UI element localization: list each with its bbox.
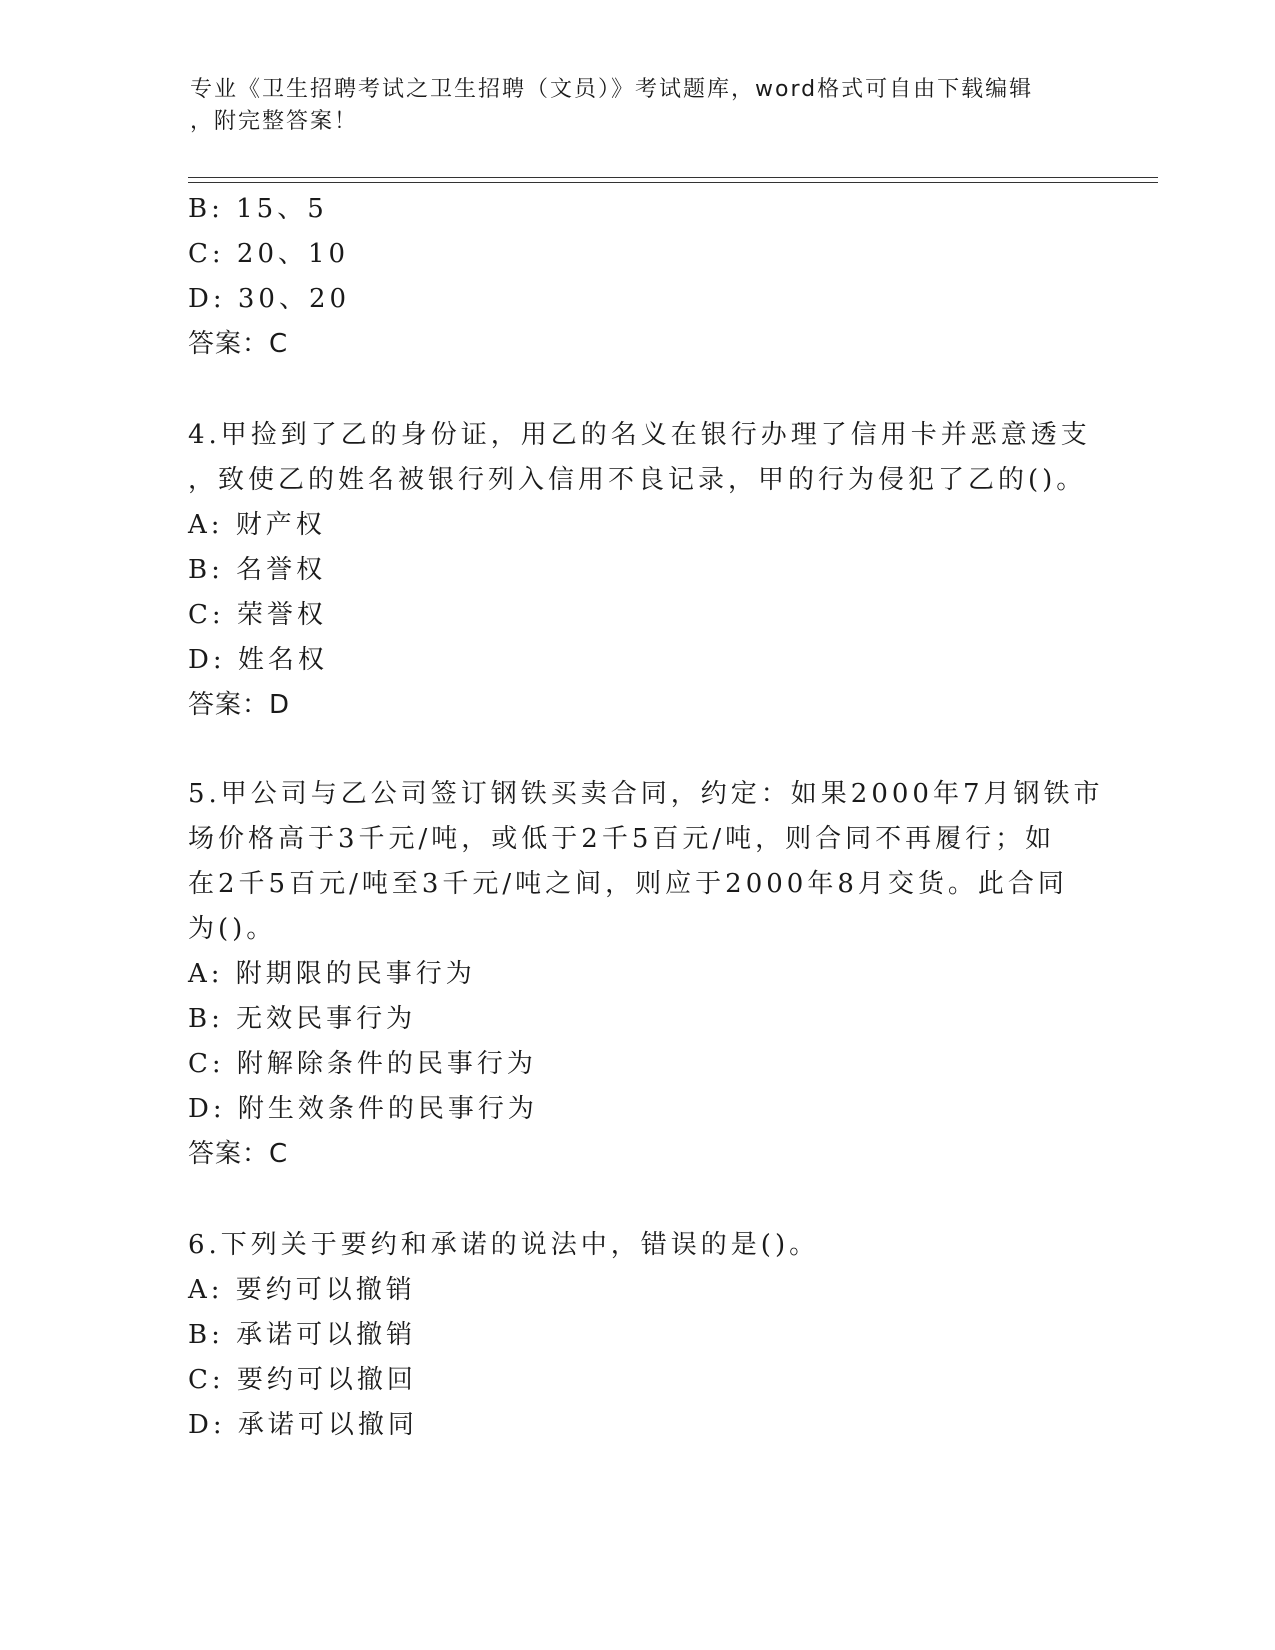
q5-option-b: B: 无效民事行为 xyxy=(188,1004,417,1034)
q4-stem-line-1: 4.甲捡到了乙的身份证，用乙的名义在银行办理了信用卡并恶意透支 xyxy=(188,420,1091,450)
q5-stem-line-1: 5.甲公司与乙公司签订钢铁买卖合同，约定：如果2000年7月钢铁市 xyxy=(188,779,1104,809)
header-line-2: ，附完整答案！ xyxy=(190,109,359,134)
q5-stem-line-2: 场价格高于3千元/吨，或低于2千5百元/吨，则合同不再履行；如 xyxy=(188,824,1056,854)
q5-option-d: D: 附生效条件的民事行为 xyxy=(188,1094,538,1124)
q3-option-d: D: 30、20 xyxy=(188,284,351,314)
q3-option-b: B: 15、5 xyxy=(188,194,328,224)
q3-answer: 答案：C xyxy=(188,329,289,359)
q6-option-a: A: 要约可以撤销 xyxy=(188,1275,416,1305)
q4-option-b: B: 名誉权 xyxy=(188,555,327,585)
q6-option-b: B: 承诺可以撤销 xyxy=(188,1320,417,1350)
q4-option-d: D: 姓名权 xyxy=(188,645,328,675)
header-line-1: 专业《卫生招聘考试之卫生招聘（文员）》考试题库，word格式可自由下载编辑 xyxy=(190,77,1034,102)
q5-option-a: A: 附期限的民事行为 xyxy=(188,959,476,989)
q5-stem-line-4: 为()。 xyxy=(188,914,277,944)
q3-option-c: C: 20、10 xyxy=(188,239,350,269)
q4-answer: 答案：D xyxy=(188,690,291,720)
q4-option-a: A: 财产权 xyxy=(188,510,326,540)
q4-option-c: C: 荣誉权 xyxy=(188,600,327,630)
q5-option-c: C: 附解除条件的民事行为 xyxy=(188,1049,537,1079)
page-header xyxy=(190,74,1090,138)
q6-stem-line-1: 6.下列关于要约和承诺的说法中，错误的是()。 xyxy=(188,1230,820,1260)
q5-answer: 答案：C xyxy=(188,1139,289,1169)
q4-stem-line-2: ，致使乙的姓名被银行列入信用不良记录，甲的行为侵犯了乙的()。 xyxy=(188,465,1087,495)
q6-option-d: D: 承诺可以撤同 xyxy=(188,1410,418,1440)
header-divider-top xyxy=(188,177,1158,178)
q6-option-c: C: 要约可以撤回 xyxy=(188,1365,417,1395)
header-divider-bottom xyxy=(188,182,1158,183)
q5-stem-line-3: 在2千5百元/吨至3千元/吨之间，则应于2000年8月交货。此合同 xyxy=(188,869,1068,899)
